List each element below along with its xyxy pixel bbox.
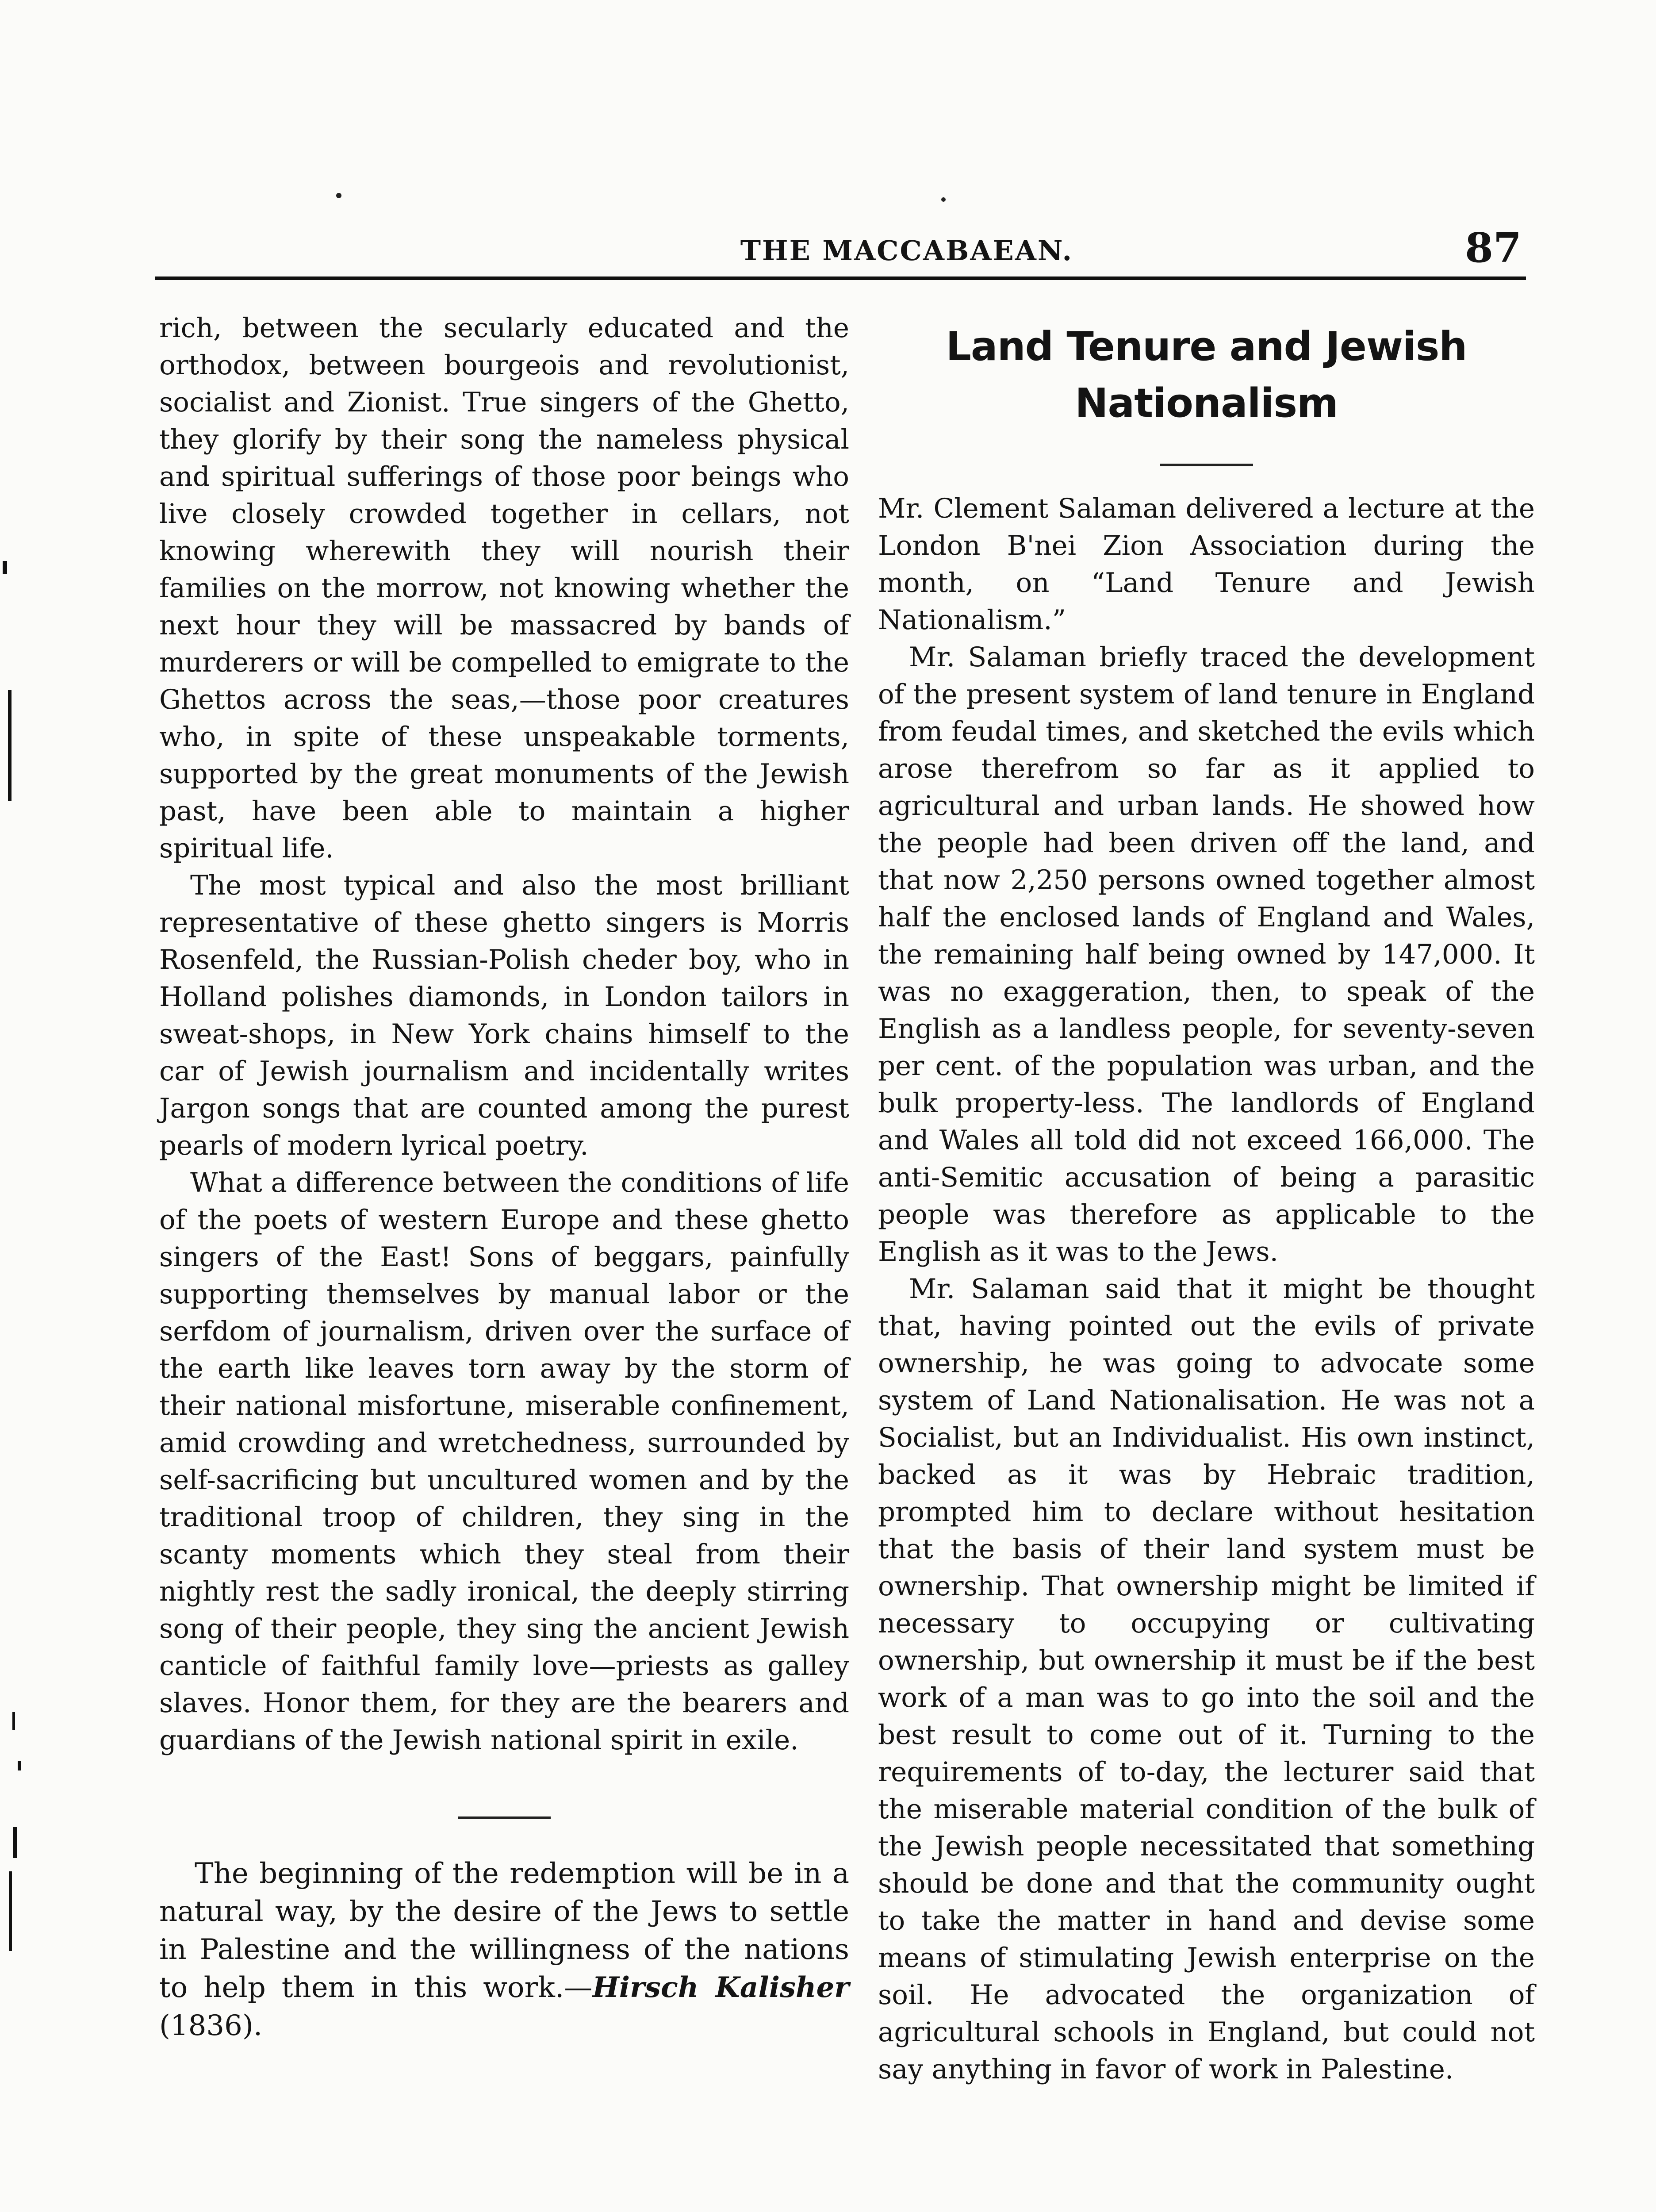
page-header [155, 224, 1526, 279]
margin-mark [13, 1827, 17, 1858]
body-paragraph: The most typical and also the most brilliant representative of these ghetto singers is Morris Rosenfeld, the Russian-Polish cheder boy, who in Holland polishes diamonds, in London tailors in sweat-shops, in New York chains himself to the car of Jewish journalism and incidentally writes Jargon songs that are counted among the purest pearls of modern lyrical poetry. [159, 870, 849, 1161]
margin-mark [12, 1712, 15, 1730]
body-paragraph: Mr. Salaman said that it might be thought that, having pointed out the evils of private ownership, he was going to advocate some system of Land Nationalisation. He was not a Socialist, but an Individualist. His own instinct, backed as it was by Hebraic tradition, prompted him to declare without hesitation that the basis of their land system must be ownership. That ownership might be limited if necessary to occupying or cultivating ownership, but ownership it must be if the best work of a man was to go into the soil and the best result to come out of it. Turning to the requirements of to-day, the lecturer said that the miserable material condition of the bulk of the Jewish people necessitated that something should be done and that the community ought to take the matter in hand and devise some means of stimulating Jewish enterprise on the soil. He advocated the organization of agricultural schools in England, but could not say anything in favor of work in Palestine. [878, 1273, 1535, 2085]
right-column [878, 310, 1535, 2088]
header-rule [155, 276, 1526, 280]
body-paragraph: Mr. Clement Salaman delivered a lecture at the London B'nei Zion Association during the month, on “Land Tenure and Jewish Nationalism.” [878, 493, 1535, 636]
body-paragraph: Mr. Salaman briefly traced the development of the present system of land tenure in England from feudal times, and sketched the evils which arose therefrom so far as it applied to agricultural and urban lands. He showed how the people had been driven off the land, and that now 2,250 persons owned together almost half the enclosed lands of England and Wales, the remaining half being owned by 147,000. It was no exaggeration, then, to speak of the English as a landless people, for seventy-seven per cent. of the population was urban, and the bulk property-less. The landlords of England and Wales all told did not exceed 166,000. The anti-Semitic accusation of being a parasitic people was therefore as applicable to the English as it was to the Jews. [878, 641, 1535, 1267]
article-title: Land Tenure and Jewish Nationalism [946, 323, 1467, 426]
body-paragraph: What a difference between the conditions of life of the poets of western Europe and these ghetto singers of the East! Sons of beggars, painfully supporting themselves by manual labor or the serfdom of journalism, driven over the surface of the earth like leaves torn away by the storm of their national misfortune, miserable confinement, amid crowding and wretchedness, surrounded by self-sacrificing but uncultured women and by the traditional troop of children, they sing in the scanty moments which they steal from their nightly rest the sadly ironical, the deeply stirring song of their people, they sing the ancient Jewish canticle of faithful family love—priests as galley slaves. Honor them, for they are the bearers and guardians of the Jewish national spirit in exile. [159, 1167, 849, 1756]
running-title: THE MACCABAEAN. [740, 234, 1073, 267]
margin-mark [9, 1871, 12, 1951]
margin-mark [8, 690, 12, 801]
section-divider [458, 1816, 551, 1819]
page-number: 87 [1464, 224, 1522, 272]
quote-author: Hirsch Kalisher [592, 1971, 850, 2004]
body-paragraph: rich, between the secularly educated and the orthodox, between bourgeois and revolutionist, socialist and Zionist. True singers of the Ghetto, they glorify by their song the nameless physical and spiritual sufferings of those poor beings who live closely crowded together in cellars, not knowing wherewith they will nourish their families on the morrow, not knowing whether the next hour they will be massacred by bands of murderers or will be compelled to emigrate to the Ghettos across the seas,—those poor creatures who, in spite of these unspeakable torments, supported by the great monuments of the Jewish past, have been able to maintain a higher spiritual life. [159, 312, 849, 864]
margin-mark [18, 1761, 21, 1770]
quote-year: (1836). [159, 2009, 263, 2042]
title-rule [1160, 464, 1253, 466]
quote-text: The beginning of the redemption will be in a natural way, by the desire of the Jews to settle in Palestine and the willingness of the nations to help them in this work.— [159, 1857, 849, 2004]
margin-mark [3, 561, 7, 574]
epigraph-quote [159, 1855, 849, 2045]
left-column [159, 310, 849, 2045]
